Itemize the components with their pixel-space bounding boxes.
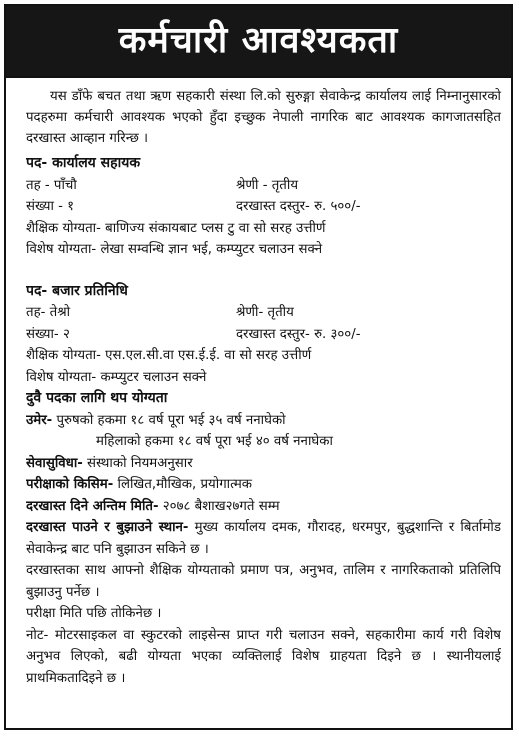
place-value: मुख्य कार्यालय दमक, गौरादह, धरमपुर, बुद्धशान्ति र बिर्तामोड सेवाकेन्द्र बाट पनि बुझाउन सकिने छ । (26, 520, 501, 557)
deadline-value: २०७८ बैशाख२७गते सम्म (162, 498, 280, 514)
post2-special: विशेष योग्यता- कम्प्युटर चलाउन सक्ने (26, 369, 207, 385)
advertisement-frame (4, 4, 513, 730)
exam-value: लिखित,मौखिक, प्रयोगात्मक (117, 477, 253, 492)
facility-label: सेवासुविधा- (26, 455, 83, 471)
post2-class: श्रेणी- तृतीय (236, 305, 294, 320)
place-paragraph (26, 517, 501, 560)
post1-heading: पद- कार्यालय सहायक (26, 155, 141, 171)
section-gap (26, 261, 501, 281)
advertisement-body (6, 78, 511, 689)
place-label: दरखास्त पाउने र बुझाउने स्थान- (26, 520, 189, 535)
exam-date: परीक्षा मिति पछि तोकिनेछ । (26, 606, 162, 621)
age-label: उमेर- (26, 412, 53, 428)
post1-level-row (26, 175, 501, 197)
exam-label: परीक्षाको किसिम- (26, 477, 114, 492)
exam-row (26, 474, 501, 496)
post1-count: संख्या - १ (26, 199, 75, 214)
post1-fee: दरखास्त दस्तुर- रु. ५००/- (236, 199, 361, 214)
post2-count: संख्या- २ (26, 326, 70, 342)
intro-paragraph: यस डाँफे बचत तथा ऋण सहकारी संस्था लि.को सुरुङ्गा सेवाकेन्द्र कार्यालय लाई निम्नानुसारको पदहरुमा कर्मचारी आवश्यक भएको हुँदा इच्छुक नेपाली नागरिक बाट आवश्यक कागजातसहित दरखास्त आव्हान गरिन्छ । (26, 89, 501, 146)
page-title: कर्मचारी आवश्यकता (6, 6, 511, 78)
deadline-row (26, 496, 501, 518)
post2-heading: पद- बजार प्रतिनिधि (26, 282, 128, 299)
post2-count-row (26, 324, 501, 346)
post2-fee: दरखास्त दस्तुर- रु. ३००/- (236, 326, 361, 342)
note-paragraph: नोट- मोटरसाइकल वा स्कुटरको लाइसेन्स प्राप्त गरी चलाउन सक्ने, सहकारीमा कार्य गरी विशेष अनुभव लिएको, बढी योग्यता भएका व्यक्तिलाई विशेष ग्राहयता दिइने छ । स्थानीयलाई प्राथमिकतादिइने छ । (26, 627, 501, 686)
post2-level: तह- तेश्रो (26, 305, 71, 320)
age-male: पुरुषको हकमा १८ वर्ष पूरा भई ३५ वर्ष ननाघेको (56, 412, 286, 428)
deadline-label: दरखास्त दिने अन्तिम मिति- (26, 498, 159, 514)
post1-count-row (26, 196, 501, 218)
post1-special: विशेष योग्यता- लेखा सम्वन्धि ज्ञान भई, कम्प्युटर चलाउन सक्ने (26, 242, 323, 257)
post1-education: शैक्षिक योग्यता- बाणिज्य संकायबाट प्लस टु वा सो सरह उत्तीर्ण (26, 220, 326, 236)
post1-level: तह - पाँचौ (26, 177, 77, 193)
facility-value: संस्थाको नियमअनुसार (87, 455, 193, 471)
age-female: महिलाको हकमा १८ वर्ष पूरा भई ४० वर्ष ननाघेका (96, 434, 333, 449)
post2-education: शैक्षिक योग्यता- एस.एल.सी.वा एस.ई.ई. वा सो सरह उत्तीर्ण (26, 348, 312, 363)
age-row (26, 410, 501, 432)
docs-paragraph: दरखास्तका साथ आफ्नो शैक्षिक योग्यताको प्रमाण पत्र, अनुभव, तालिम र नागरिकताको प्रतिलिपि बुझाउनु पर्नेछ । (26, 563, 501, 600)
post1-class: श्रेणी - तृतीय (236, 177, 299, 193)
facility-row (26, 453, 501, 475)
both-heading: दुवै पदका लागि थप योग्यता (26, 390, 168, 406)
post2-level-row (26, 302, 501, 324)
